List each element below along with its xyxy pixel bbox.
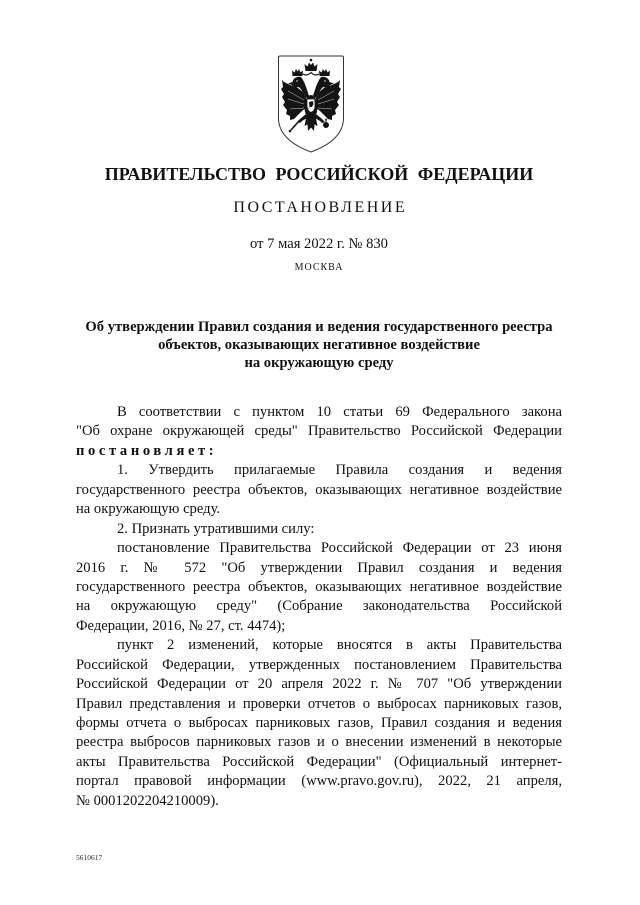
government-title: ПРАВИТЕЛЬСТВО РОССИЙСКОЙ ФЕДЕРАЦИИ [104, 164, 534, 184]
body-line: государственного реестра объектов, оказывающих негативное воздействие [76, 481, 562, 498]
paragraph-item-2 [76, 520, 562, 539]
body-line: Правил представления и проверки отчетов о выбросах парниковых газов, [76, 695, 562, 712]
body-line: на окружающую среду. [76, 501, 221, 518]
body-line: В соответствии с пунктом 10 статьи 69 Федерального закона [117, 404, 562, 420]
paragraph-item-1 [76, 461, 562, 519]
resolves-keyword: постановляет: [76, 442, 218, 459]
double-headed-eagle-icon [281, 59, 341, 133]
body-line: акты Правительства Российской Федерации" (Официальный интернет- [76, 753, 562, 770]
subject-line: на окружающую среду [244, 355, 394, 371]
body-line: Российской Федерации, утвержденных постановлением Правительства [76, 656, 562, 673]
body-line: "Об охране окружающей среды" Правительство Российской Федерации [76, 423, 562, 440]
document-type: ПОСТАНОВЛЕНИЕ [233, 199, 408, 216]
body-line: 2. Признать утратившими силу: [117, 520, 315, 537]
paragraph-item-2-decree [76, 539, 562, 636]
city: МОСКВА [294, 262, 344, 273]
body-line: 1. Утвердить прилагаемые Правила создания и ведения [117, 462, 562, 479]
coat-of-arms-icon [276, 54, 346, 154]
body-line: 2016 г. № 572 "Об утверждении Правил создания и ведения [76, 559, 562, 576]
body-line: Федерации, 2016, № 27, ст. 4474); [76, 617, 286, 634]
body-line: реестра выбросов парниковых газов и о внесении изменений в некоторые [76, 734, 562, 751]
subject-line: объектов, оказывающих негативное воздействие [158, 337, 480, 353]
body-line: на окружающую среду" (Собрание законодательства Российской [76, 598, 562, 615]
paragraph-preamble [76, 403, 562, 461]
body-line: портал правовой информации (www.pravo.gov.ru), 2022, 21 апреля, [76, 773, 562, 790]
paragraph-item-2-amendment [76, 636, 562, 811]
subject-line: Об утверждении Правил создания и ведения государственного реестра [85, 319, 553, 335]
body-line: постановление Правительства Российской Федерации от 23 июня [117, 540, 562, 557]
date-and-number: от 7 мая 2022 г. № 830 [250, 236, 388, 252]
decree-subject [76, 318, 562, 372]
body-line: пункт 2 изменений, которые вносятся в акты Правительства [117, 637, 562, 654]
body-line: Российской Федерации от 20 апреля 2022 г. № 707 "Об утверждении [76, 676, 562, 693]
body-line: № 0001202204210009). [76, 792, 219, 809]
decree-body [76, 403, 562, 811]
body-line: государственного реестра объектов, оказывающих негативное воздействие [76, 578, 562, 595]
body-line: формы отчета о выбросах парниковых газов, Правил создания и ведения [76, 715, 562, 731]
document-code: 5610617 [76, 853, 103, 862]
